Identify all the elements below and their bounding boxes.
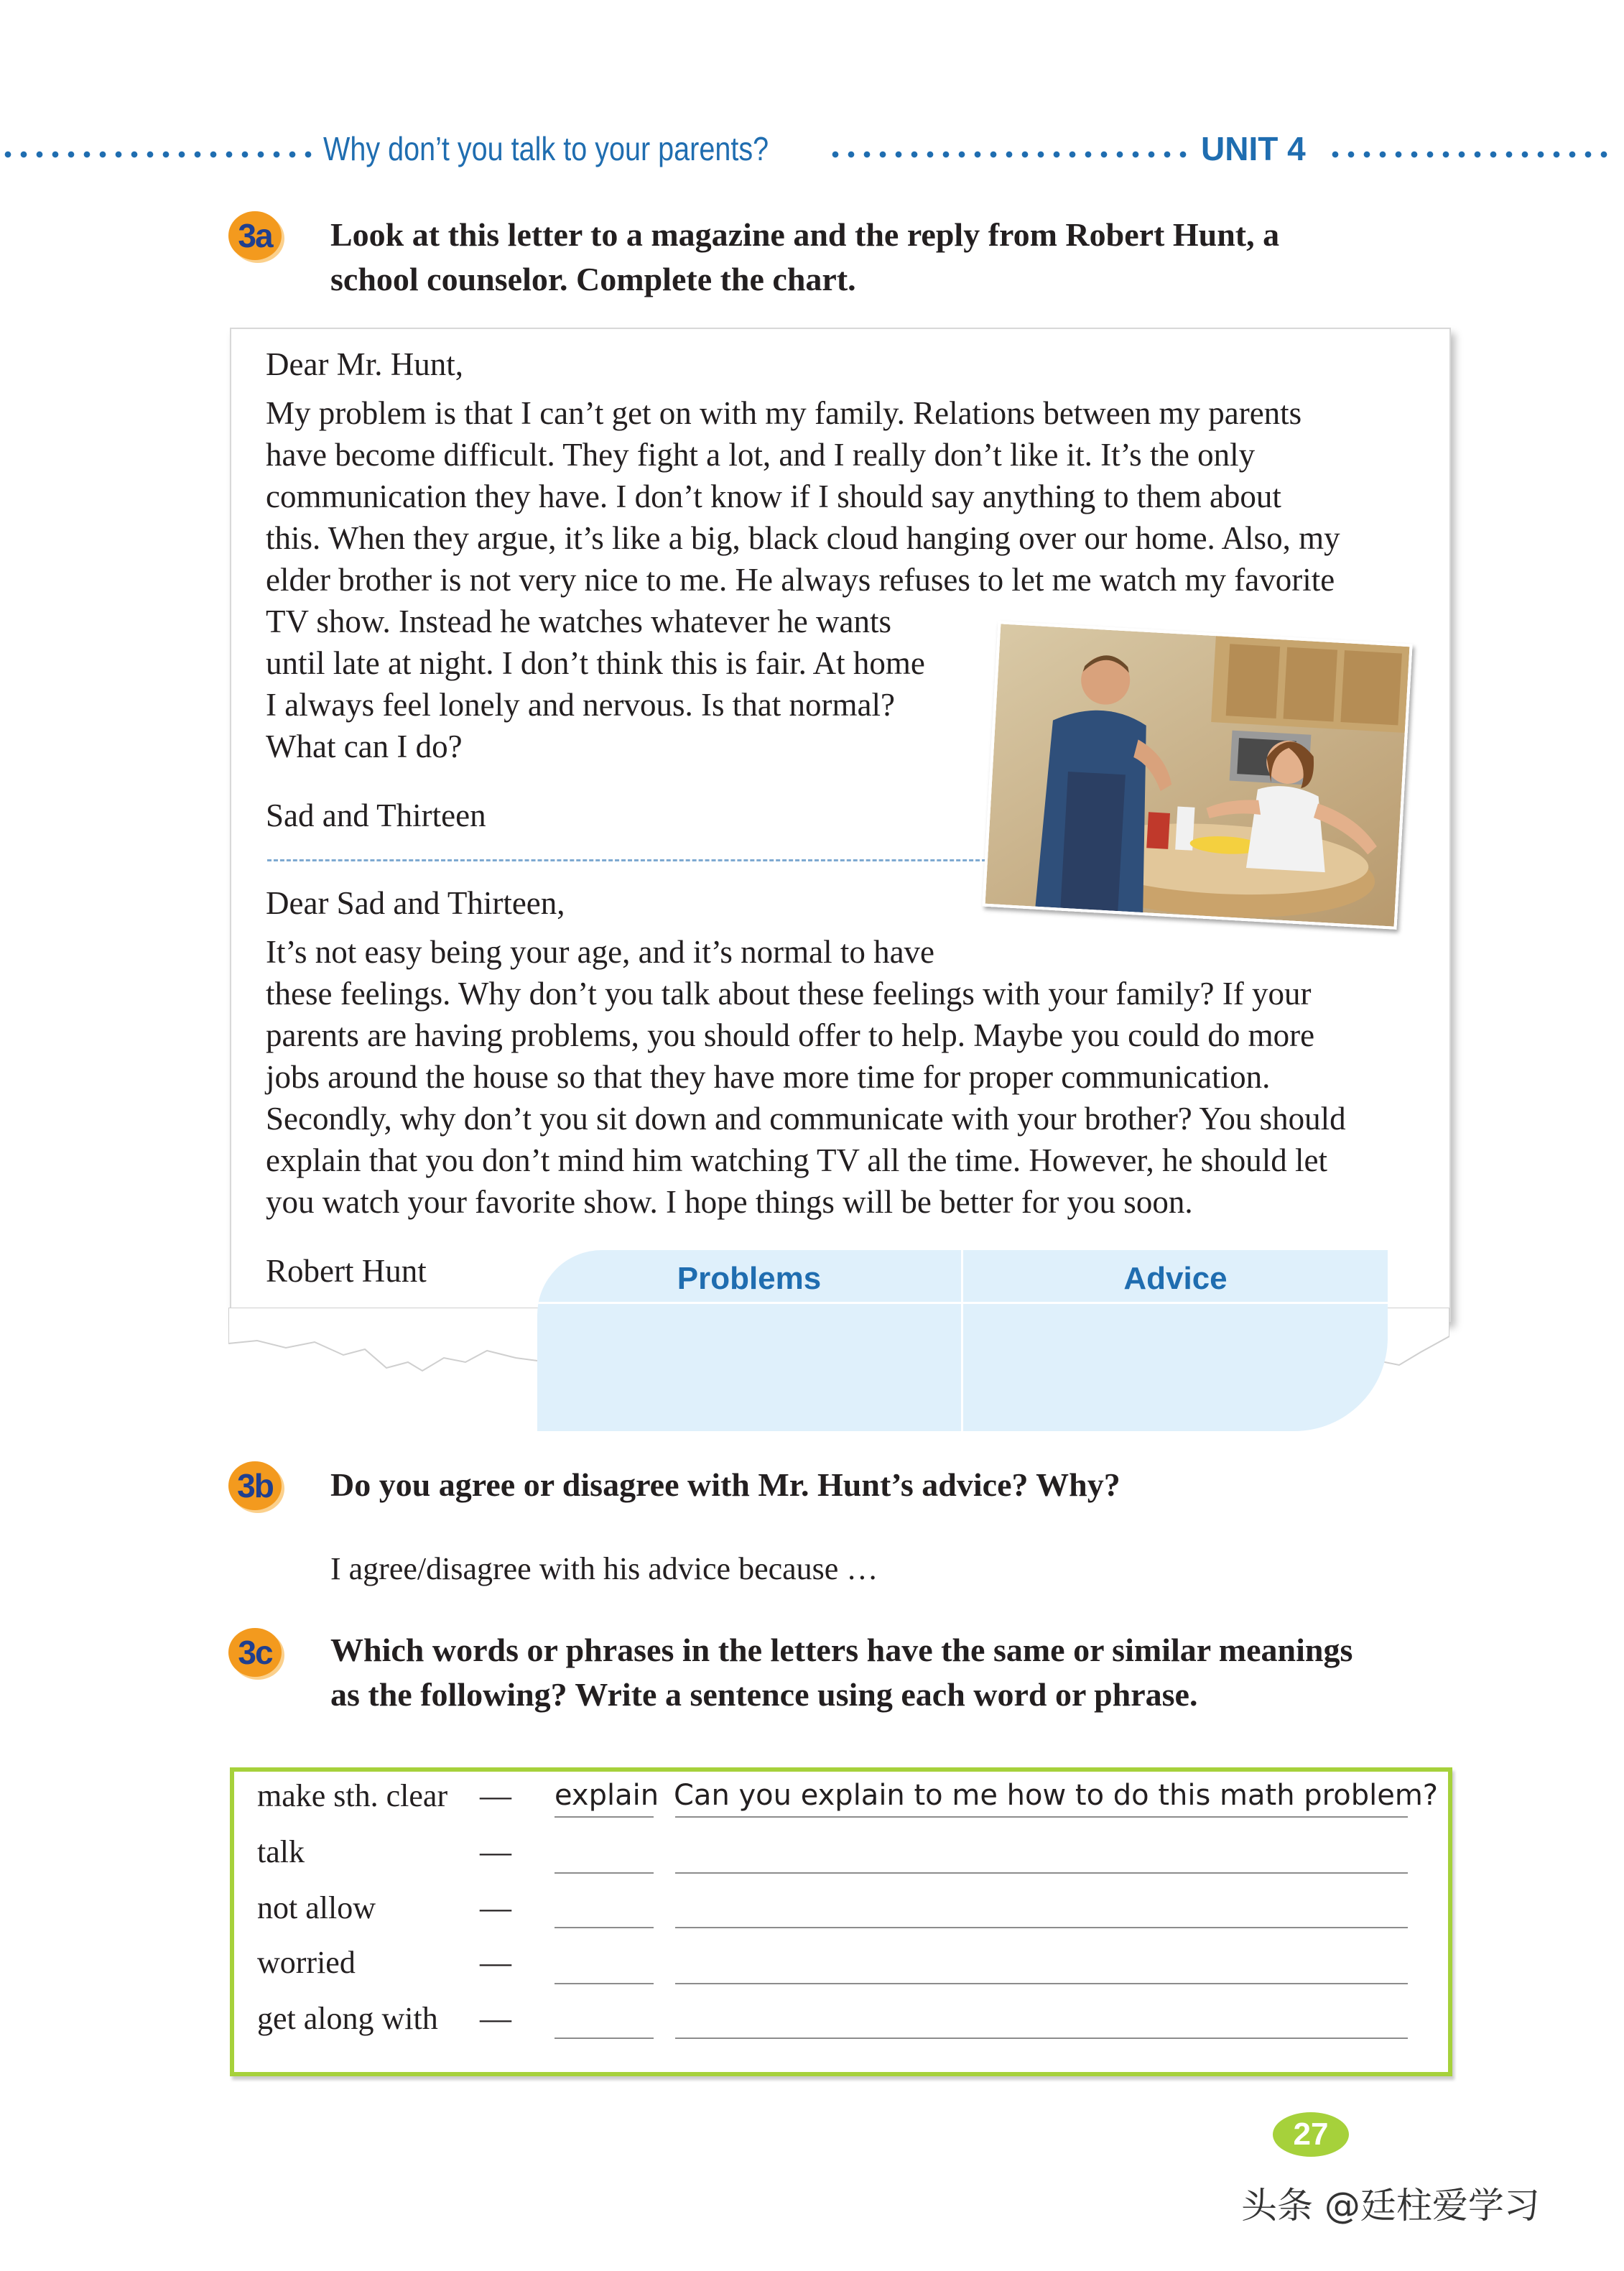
reply-line: these feelings. Why don’t you talk about these feelings with your family? If your (266, 976, 1312, 1012)
letter-signature: Sad and Thirteen (266, 797, 486, 833)
reply-line: It’s not easy being your age, and it’s normal to have (266, 934, 935, 970)
reply-signature: Robert Hunt (266, 1253, 427, 1289)
vocab-dash: — (480, 1945, 511, 1980)
letter-line: have become difficult. They fight a lot, and I really don’t like it. It’s the only (266, 437, 1256, 473)
reply-salutation: Dear Sad and Thirteen, (266, 885, 565, 921)
letter-line: What can I do? (266, 729, 463, 764)
sentence-starter: I agree/disagree with his advice because … (330, 1551, 878, 1586)
unit-title: Why don’t you talk to your parents? (323, 130, 769, 167)
letter-line: communication they have. I don’t know if I should say anything to them about (266, 478, 1281, 514)
chart-header-problems: Problems (677, 1261, 822, 1296)
letter-line: this. When they argue, it’s like a big, black cloud hanging over our home. Also, my (266, 520, 1340, 556)
header-dots-right (1327, 144, 1615, 165)
vocab-term: get along with (257, 2001, 438, 2036)
vocab-dash: — (480, 1890, 511, 1925)
answer-blank-line[interactable] (555, 1816, 654, 1818)
watermark-text: 头条 @廷柱爱学习 (1241, 2185, 1540, 2226)
page-number: 27 (1273, 2112, 1349, 2157)
reply-line: parents are having problems, you should offer to help. Maybe you could do more (266, 1017, 1315, 1053)
chart-cell-advice[interactable] (963, 1304, 1388, 1431)
vocab-term: talk (257, 1834, 305, 1869)
sentence-blank-line[interactable] (675, 1927, 1408, 1928)
letter-divider (267, 859, 993, 861)
letter-line: TV show. Instead he watches whatever he wants (266, 603, 891, 639)
sentence-blank-line[interactable] (675, 2038, 1408, 2039)
badge-3b: 3b (228, 1461, 282, 1510)
instruction-3c-line: Which words or phrases in the letters have the same or similar meanings (330, 1632, 1353, 1668)
sentence-blank-line[interactable] (675, 1816, 1408, 1818)
vocab-sentence: Can you explain to me how to do this math problem? (674, 1779, 1439, 1812)
letter-salutation: Dear Mr. Hunt, (266, 346, 463, 382)
vocab-term: not allow (257, 1890, 376, 1925)
instruction-3a-line: Look at this letter to a magazine and the reply from Robert Hunt, a (330, 216, 1280, 253)
letter-line: I always feel lonely and nervous. Is that normal? (266, 687, 895, 723)
instruction-3b: Do you agree or disagree with Mr. Hunt’s advice? Why? (330, 1466, 1120, 1503)
header-dots-middle (827, 144, 1187, 165)
letter-line: elder brother is not very nice to me. He always refuses to let me watch my favorite (266, 562, 1335, 598)
kitchen-argument-photo (982, 621, 1412, 930)
letter-line: until late at night. I don’t think this is fair. At home (266, 645, 925, 681)
badge-3c: 3c (228, 1628, 282, 1677)
reply-line: jobs around the house so that they have more time for proper communication. (266, 1059, 1271, 1095)
badge-3a: 3a (228, 211, 282, 260)
reply-body (266, 931, 1415, 1223)
reply-line: explain that you don’t mind him watching TV all the time. However, he should let (266, 1142, 1327, 1178)
reply-line: Secondly, why don’t you sit down and communicate with your brother? You should (266, 1101, 1346, 1137)
problems-advice-chart (537, 1250, 1388, 1431)
vocab-term: worried (257, 1945, 356, 1980)
answer-blank-line[interactable] (555, 1872, 654, 1874)
vocab-term: make sth. clear (257, 1778, 448, 1813)
sentence-blank-line[interactable] (675, 1983, 1408, 1984)
vocab-answer: explain (555, 1779, 659, 1812)
sentence-blank-line[interactable] (675, 1872, 1408, 1874)
unit-label: UNIT 4 (1201, 130, 1306, 167)
photo-illustration (985, 624, 1410, 926)
instruction-3a-line: school counselor. Complete the chart. (330, 261, 856, 297)
answer-blank-line[interactable] (555, 2038, 654, 2039)
chart-header-advice: Advice (1123, 1261, 1228, 1296)
instruction-3c (330, 1628, 1451, 1717)
letter-line: My problem is that I can’t get on with my family. Relations between my parents (266, 395, 1302, 431)
answer-blank-line[interactable] (555, 1983, 654, 1984)
chart-cell-problems[interactable] (537, 1304, 961, 1431)
header-dots-left (0, 144, 316, 165)
vocab-dash: — (480, 1834, 511, 1869)
instruction-3c-line: as the following? Write a sentence using each word or phrase. (330, 1676, 1198, 1713)
reply-line: you watch your favorite show. I hope things will be better for you soon. (266, 1184, 1193, 1220)
vocab-dash: — (480, 1778, 511, 1813)
answer-blank-line[interactable] (555, 1927, 654, 1928)
vocab-dash: — (480, 2001, 511, 2036)
instruction-3a (330, 213, 1451, 302)
